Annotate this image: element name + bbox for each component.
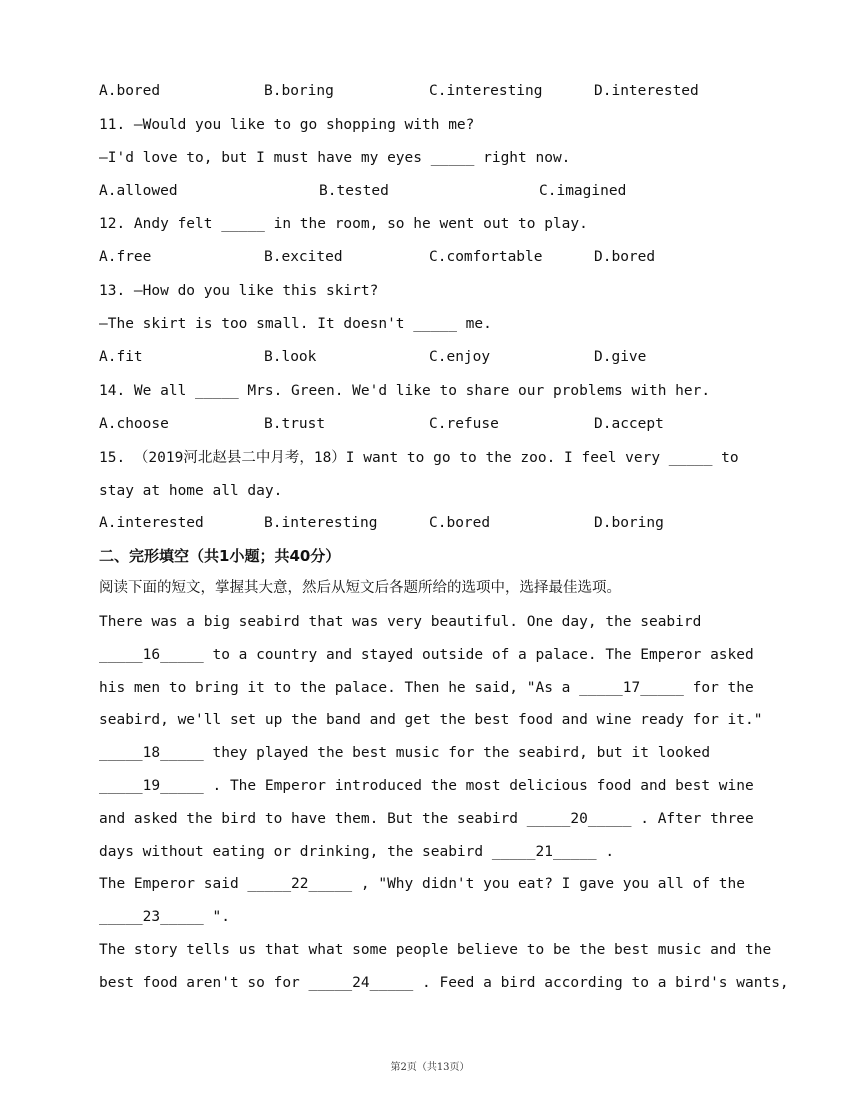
q14-option-b[interactable]: B.trust — [264, 416, 326, 432]
q12-option-d[interactable]: D.bored — [594, 249, 656, 265]
q12-question: 12. Andy felt _____ in the room, so he went out to play. — [99, 216, 588, 232]
q15-option-a[interactable]: A.interested — [99, 515, 204, 531]
q10-option-a[interactable]: A.bored — [99, 83, 161, 99]
q14-option-d[interactable]: D.accept — [594, 416, 664, 432]
q14-option-c[interactable]: C.refuse — [429, 416, 499, 432]
q13-option-c[interactable]: C.enjoy — [429, 349, 491, 365]
passage-line: The Emperor said _____22_____ , "Why didn't you eat? I gave you all of the — [99, 876, 746, 892]
q13-response: —The skirt is too small. It doesn't _____ me. — [99, 316, 492, 332]
q13-question: 13. —How do you like this skirt? — [99, 283, 379, 299]
q10-option-d[interactable]: D.interested — [594, 83, 699, 99]
passage-line: There was a big seabird that was very beautiful. One day, the seabird — [99, 614, 702, 630]
q11-question: 11. —Would you like to go shopping with me? — [99, 117, 475, 133]
q13-option-d[interactable]: D.give — [594, 349, 647, 365]
passage-line: The story tells us that what some people believe to be the best music and the — [99, 942, 772, 958]
section-instruction: 阅读下面的短文，掌握其大意，然后从短文后各题所给的选项中，选择最佳选项。 — [99, 580, 621, 596]
q11-response: —I'd love to, but I must have my eyes _____ right now. — [99, 150, 571, 166]
passage-line: his men to bring it to the palace. Then he said, "As a _____17_____ for the — [99, 680, 754, 696]
passage-line: _____19_____ . The Emperor introduced the most delicious food and best wine — [99, 778, 754, 794]
q15-question: 15. （2019河北赵县二中月考，18）I want to go to the zoo. I feel very _____ to — [99, 450, 739, 466]
q13-option-a[interactable]: A.fit — [99, 349, 143, 365]
q12-option-a[interactable]: A.free — [99, 249, 152, 265]
page-footer: 第2页（共13页） — [390, 1062, 470, 1073]
q15-option-c[interactable]: C.bored — [429, 515, 491, 531]
passage-line: and asked the bird to have them. But the seabird _____20_____ . After three — [99, 811, 754, 827]
q15-option-b[interactable]: B.interesting — [264, 515, 378, 531]
q10-option-c[interactable]: C.interesting — [429, 83, 543, 99]
passage-line: days without eating or drinking, the seabird _____21_____ . — [99, 844, 615, 860]
q10-option-b[interactable]: B.boring — [264, 83, 334, 99]
q13-option-b[interactable]: B.look — [264, 349, 317, 365]
passage-line: _____18_____ they played the best music for the seabird, but it looked — [99, 745, 711, 761]
passage-line: _____16_____ to a country and stayed outside of a palace. The Emperor asked — [99, 647, 754, 663]
passage-line: _____23_____ ". — [99, 909, 230, 925]
section-heading: 二、完形填空（共1小题；共40分） — [99, 547, 341, 565]
q11-option-b[interactable]: B.tested — [319, 183, 389, 199]
q15-question-cont: stay at home all day. — [99, 483, 283, 499]
passage-line: seabird, we'll set up the band and get the best food and wine ready for it." — [99, 712, 763, 728]
passage-line: best food aren't so for _____24_____ . Feed a bird according to a bird's wants, — [99, 975, 789, 991]
q11-option-a[interactable]: A.allowed — [99, 183, 178, 199]
q11-option-c[interactable]: C.imagined — [539, 183, 627, 199]
q12-option-c[interactable]: C.comfortable — [429, 249, 543, 265]
q14-question: 14. We all _____ Mrs. Green. We'd like to share our problems with her. — [99, 383, 711, 399]
q15-option-d[interactable]: D.boring — [594, 515, 664, 531]
q14-option-a[interactable]: A.choose — [99, 416, 169, 432]
q12-option-b[interactable]: B.excited — [264, 249, 343, 265]
